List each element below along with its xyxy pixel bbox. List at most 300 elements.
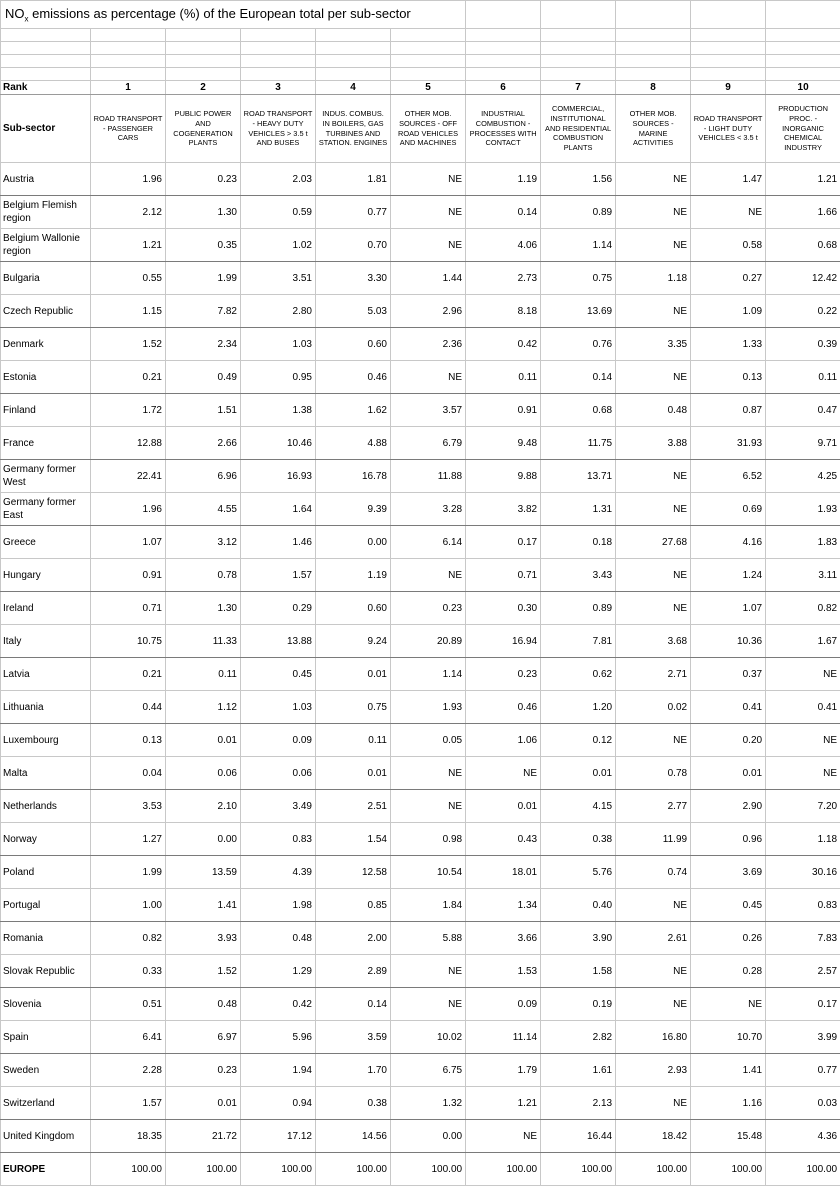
country-cell[interactable]: Estonia <box>1 361 91 394</box>
value-cell[interactable]: 5.76 <box>541 856 616 889</box>
value-cell[interactable]: 1.21 <box>766 163 840 196</box>
empty-cell[interactable] <box>316 29 391 42</box>
country-cell[interactable]: Hungary <box>1 559 91 592</box>
empty-cell[interactable] <box>166 42 241 55</box>
value-cell[interactable]: 0.46 <box>466 691 541 724</box>
value-cell[interactable]: 0.78 <box>166 559 241 592</box>
value-cell[interactable]: 1.57 <box>241 559 316 592</box>
value-cell[interactable]: 0.43 <box>466 823 541 856</box>
value-cell[interactable]: 1.03 <box>241 691 316 724</box>
country-cell[interactable]: Malta <box>1 757 91 790</box>
value-cell[interactable]: 0.03 <box>766 1087 840 1120</box>
rank-cell-4[interactable]: 4 <box>316 81 391 95</box>
value-cell[interactable]: NE <box>391 229 466 262</box>
value-cell[interactable]: 0.42 <box>466 328 541 361</box>
value-cell[interactable]: NE <box>766 757 840 790</box>
value-cell[interactable]: 0.11 <box>466 361 541 394</box>
rank-cell-3[interactable]: 3 <box>241 81 316 95</box>
value-cell[interactable]: 1.66 <box>766 196 840 229</box>
empty-cell[interactable] <box>166 55 241 68</box>
value-cell[interactable]: 7.83 <box>766 922 840 955</box>
value-cell[interactable]: 4.25 <box>766 460 840 493</box>
value-cell[interactable]: 0.41 <box>691 691 766 724</box>
value-cell[interactable]: 12.42 <box>766 262 840 295</box>
value-cell[interactable]: 0.95 <box>241 361 316 394</box>
value-cell[interactable]: NE <box>391 988 466 1021</box>
value-cell[interactable]: 1.94 <box>241 1054 316 1087</box>
value-cell[interactable]: 1.06 <box>466 724 541 757</box>
value-cell[interactable]: 0.33 <box>91 955 166 988</box>
country-cell[interactable]: Sweden <box>1 1054 91 1087</box>
subsector-label[interactable]: Sub-sector <box>1 95 91 163</box>
value-cell[interactable]: NE <box>391 361 466 394</box>
value-cell[interactable]: 0.22 <box>766 295 840 328</box>
value-cell[interactable]: 1.52 <box>91 328 166 361</box>
value-cell[interactable]: 12.88 <box>91 427 166 460</box>
value-cell[interactable]: 3.90 <box>541 922 616 955</box>
empty-cell[interactable] <box>691 55 766 68</box>
empty-cell[interactable] <box>1 55 91 68</box>
value-cell[interactable]: 2.10 <box>166 790 241 823</box>
value-cell[interactable]: 3.28 <box>391 493 466 526</box>
value-cell[interactable]: NE <box>391 196 466 229</box>
value-cell[interactable]: 1.20 <box>541 691 616 724</box>
value-cell[interactable]: 11.75 <box>541 427 616 460</box>
value-cell[interactable]: 9.88 <box>466 460 541 493</box>
value-cell[interactable]: NE <box>616 493 691 526</box>
empty-cell[interactable] <box>241 68 316 81</box>
value-cell[interactable]: 0.26 <box>691 922 766 955</box>
value-cell[interactable]: 1.61 <box>541 1054 616 1087</box>
value-cell[interactable]: 5.88 <box>391 922 466 955</box>
empty-cell[interactable] <box>766 1 840 29</box>
value-cell[interactable]: 16.44 <box>541 1120 616 1153</box>
value-cell[interactable]: 3.88 <box>616 427 691 460</box>
value-cell[interactable]: 1.99 <box>166 262 241 295</box>
value-cell[interactable]: 0.14 <box>541 361 616 394</box>
value-cell[interactable]: 1.41 <box>691 1054 766 1087</box>
empty-cell[interactable] <box>766 29 840 42</box>
value-cell[interactable]: 0.00 <box>166 823 241 856</box>
value-cell[interactable]: 2.51 <box>316 790 391 823</box>
value-cell[interactable]: 22.41 <box>91 460 166 493</box>
value-cell[interactable]: 0.20 <box>691 724 766 757</box>
value-cell[interactable]: 0.28 <box>691 955 766 988</box>
value-cell[interactable]: 0.82 <box>91 922 166 955</box>
value-cell[interactable]: 0.29 <box>241 592 316 625</box>
value-cell[interactable]: 0.77 <box>766 1054 840 1087</box>
value-cell[interactable]: 1.56 <box>541 163 616 196</box>
value-cell[interactable]: 18.01 <box>466 856 541 889</box>
value-cell[interactable]: 1.58 <box>541 955 616 988</box>
empty-cell[interactable] <box>691 29 766 42</box>
value-cell[interactable]: 0.94 <box>241 1087 316 1120</box>
value-cell[interactable]: NE <box>391 559 466 592</box>
value-cell[interactable]: 1.12 <box>166 691 241 724</box>
value-cell[interactable]: 1.09 <box>691 295 766 328</box>
empty-cell[interactable] <box>691 1 766 29</box>
value-cell[interactable]: NE <box>616 295 691 328</box>
empty-cell[interactable] <box>316 42 391 55</box>
value-cell[interactable]: 10.70 <box>691 1021 766 1054</box>
value-cell[interactable]: 2.57 <box>766 955 840 988</box>
value-cell[interactable]: 0.00 <box>391 1120 466 1153</box>
empty-cell[interactable] <box>1 42 91 55</box>
value-cell[interactable]: 1.30 <box>166 196 241 229</box>
value-cell[interactable]: 3.69 <box>691 856 766 889</box>
value-cell[interactable]: 0.87 <box>691 394 766 427</box>
value-cell[interactable]: 8.18 <box>466 295 541 328</box>
rank-cell-6[interactable]: 6 <box>466 81 541 95</box>
value-cell[interactable]: 1.33 <box>691 328 766 361</box>
value-cell[interactable]: NE <box>616 955 691 988</box>
country-cell[interactable]: Italy <box>1 625 91 658</box>
value-cell[interactable]: 1.72 <box>91 394 166 427</box>
empty-cell[interactable] <box>91 55 166 68</box>
value-cell[interactable]: 100.00 <box>241 1153 316 1186</box>
value-cell[interactable]: 0.13 <box>691 361 766 394</box>
value-cell[interactable]: 6.97 <box>166 1021 241 1054</box>
value-cell[interactable]: 1.00 <box>91 889 166 922</box>
value-cell[interactable]: 13.69 <box>541 295 616 328</box>
value-cell[interactable]: 1.18 <box>616 262 691 295</box>
value-cell[interactable]: 1.67 <box>766 625 840 658</box>
value-cell[interactable]: 1.21 <box>466 1087 541 1120</box>
subsector-header-1[interactable]: ROAD TRANSPORT - PASSENGER CARS <box>91 95 166 163</box>
value-cell[interactable]: 1.29 <box>241 955 316 988</box>
country-cell[interactable]: Denmark <box>1 328 91 361</box>
subsector-header-8[interactable]: OTHER MOB. SOURCES - MARINE ACTIVITIES <box>616 95 691 163</box>
sheet-title[interactable] <box>1 1 466 29</box>
value-cell[interactable]: 0.77 <box>316 196 391 229</box>
value-cell[interactable]: 0.96 <box>691 823 766 856</box>
value-cell[interactable]: 2.71 <box>616 658 691 691</box>
value-cell[interactable]: 9.39 <box>316 493 391 526</box>
value-cell[interactable]: 0.89 <box>541 196 616 229</box>
empty-cell[interactable] <box>616 55 691 68</box>
value-cell[interactable]: 0.01 <box>691 757 766 790</box>
value-cell[interactable]: 0.27 <box>691 262 766 295</box>
value-cell[interactable]: NE <box>616 460 691 493</box>
value-cell[interactable]: 6.41 <box>91 1021 166 1054</box>
value-cell[interactable]: 3.49 <box>241 790 316 823</box>
country-cell[interactable]: Slovak Republic <box>1 955 91 988</box>
value-cell[interactable]: 0.23 <box>166 163 241 196</box>
value-cell[interactable]: 18.35 <box>91 1120 166 1153</box>
value-cell[interactable]: 2.34 <box>166 328 241 361</box>
value-cell[interactable]: 1.07 <box>691 592 766 625</box>
value-cell[interactable]: 6.96 <box>166 460 241 493</box>
value-cell[interactable]: 12.58 <box>316 856 391 889</box>
value-cell[interactable]: 1.21 <box>91 229 166 262</box>
value-cell[interactable]: 0.37 <box>691 658 766 691</box>
value-cell[interactable]: 7.82 <box>166 295 241 328</box>
value-cell[interactable]: 1.30 <box>166 592 241 625</box>
value-cell[interactable]: 0.23 <box>466 658 541 691</box>
value-cell[interactable]: 1.79 <box>466 1054 541 1087</box>
value-cell[interactable]: 0.38 <box>541 823 616 856</box>
value-cell[interactable]: 0.91 <box>466 394 541 427</box>
country-cell[interactable]: Poland <box>1 856 91 889</box>
value-cell[interactable]: 0.40 <box>541 889 616 922</box>
value-cell[interactable]: 0.38 <box>316 1087 391 1120</box>
value-cell[interactable]: 0.45 <box>241 658 316 691</box>
value-cell[interactable]: 4.39 <box>241 856 316 889</box>
empty-cell[interactable] <box>541 1 616 29</box>
value-cell[interactable]: 2.36 <box>391 328 466 361</box>
empty-cell[interactable] <box>1 29 91 42</box>
value-cell[interactable]: 0.74 <box>616 856 691 889</box>
value-cell[interactable]: 0.12 <box>541 724 616 757</box>
value-cell[interactable]: 0.09 <box>466 988 541 1021</box>
value-cell[interactable]: 2.00 <box>316 922 391 955</box>
empty-cell[interactable] <box>1 68 91 81</box>
value-cell[interactable]: 1.15 <box>91 295 166 328</box>
value-cell[interactable]: 1.32 <box>391 1087 466 1120</box>
value-cell[interactable]: 0.70 <box>316 229 391 262</box>
value-cell[interactable]: 0.19 <box>541 988 616 1021</box>
value-cell[interactable]: 0.48 <box>166 988 241 1021</box>
value-cell[interactable]: 17.12 <box>241 1120 316 1153</box>
country-cell[interactable]: Germany former East <box>1 493 91 526</box>
value-cell[interactable]: 1.47 <box>691 163 766 196</box>
subsector-header-9[interactable]: ROAD TRANSPORT - LIGHT DUTY VEHICLES < 3.5 t <box>691 95 766 163</box>
subsector-header-5[interactable]: OTHER MOB. SOURCES - OFF ROAD VEHICLES AND MACHINES <box>391 95 466 163</box>
value-cell[interactable]: 2.28 <box>91 1054 166 1087</box>
value-cell[interactable]: 0.69 <box>691 493 766 526</box>
empty-cell[interactable] <box>241 42 316 55</box>
value-cell[interactable]: NE <box>616 988 691 1021</box>
value-cell[interactable]: 0.60 <box>316 592 391 625</box>
value-cell[interactable]: 30.16 <box>766 856 840 889</box>
value-cell[interactable]: 1.57 <box>91 1087 166 1120</box>
country-cell[interactable]: Czech Republic <box>1 295 91 328</box>
value-cell[interactable]: 4.55 <box>166 493 241 526</box>
value-cell[interactable]: 1.53 <box>466 955 541 988</box>
value-cell[interactable]: 4.16 <box>691 526 766 559</box>
value-cell[interactable]: 1.70 <box>316 1054 391 1087</box>
value-cell[interactable]: 13.59 <box>166 856 241 889</box>
value-cell[interactable]: 3.82 <box>466 493 541 526</box>
empty-cell[interactable] <box>316 68 391 81</box>
value-cell[interactable]: NE <box>391 757 466 790</box>
value-cell[interactable]: 0.60 <box>316 328 391 361</box>
value-cell[interactable]: 14.56 <box>316 1120 391 1153</box>
value-cell[interactable]: 1.81 <box>316 163 391 196</box>
value-cell[interactable]: 100.00 <box>91 1153 166 1186</box>
value-cell[interactable]: 0.30 <box>466 592 541 625</box>
value-cell[interactable]: 0.75 <box>541 262 616 295</box>
value-cell[interactable]: 1.24 <box>691 559 766 592</box>
value-cell[interactable]: 10.46 <box>241 427 316 460</box>
value-cell[interactable]: 3.51 <box>241 262 316 295</box>
rank-cell-7[interactable]: 7 <box>541 81 616 95</box>
empty-cell[interactable] <box>541 68 616 81</box>
value-cell[interactable]: NE <box>466 757 541 790</box>
value-cell[interactable]: 3.93 <box>166 922 241 955</box>
value-cell[interactable]: 2.96 <box>391 295 466 328</box>
value-cell[interactable]: 11.99 <box>616 823 691 856</box>
value-cell[interactable]: 2.93 <box>616 1054 691 1087</box>
value-cell[interactable]: 7.20 <box>766 790 840 823</box>
value-cell[interactable]: 0.01 <box>316 757 391 790</box>
value-cell[interactable]: 3.99 <box>766 1021 840 1054</box>
value-cell[interactable]: 0.71 <box>466 559 541 592</box>
value-cell[interactable]: 0.35 <box>166 229 241 262</box>
value-cell[interactable]: 0.18 <box>541 526 616 559</box>
value-cell[interactable]: 4.88 <box>316 427 391 460</box>
value-cell[interactable]: 9.24 <box>316 625 391 658</box>
value-cell[interactable]: 3.59 <box>316 1021 391 1054</box>
empty-cell[interactable] <box>766 68 840 81</box>
value-cell[interactable]: 0.89 <box>541 592 616 625</box>
value-cell[interactable]: 0.91 <box>91 559 166 592</box>
value-cell[interactable]: 0.01 <box>541 757 616 790</box>
subsector-header-6[interactable]: INDUSTRIAL COMBUSTION - PROCESSES WITH CONTACT <box>466 95 541 163</box>
value-cell[interactable]: 15.48 <box>691 1120 766 1153</box>
value-cell[interactable]: 0.23 <box>166 1054 241 1087</box>
empty-cell[interactable] <box>391 68 466 81</box>
value-cell[interactable]: 1.14 <box>541 229 616 262</box>
empty-cell[interactable] <box>541 42 616 55</box>
value-cell[interactable]: 0.21 <box>91 658 166 691</box>
value-cell[interactable]: 4.36 <box>766 1120 840 1153</box>
value-cell[interactable]: 0.17 <box>766 988 840 1021</box>
rank-cell-9[interactable]: 9 <box>691 81 766 95</box>
value-cell[interactable]: 2.13 <box>541 1087 616 1120</box>
value-cell[interactable]: 0.82 <box>766 592 840 625</box>
value-cell[interactable]: NE <box>616 1087 691 1120</box>
value-cell[interactable]: 4.06 <box>466 229 541 262</box>
value-cell[interactable]: 1.16 <box>691 1087 766 1120</box>
empty-cell[interactable] <box>616 29 691 42</box>
value-cell[interactable]: 1.07 <box>91 526 166 559</box>
empty-cell[interactable] <box>166 68 241 81</box>
value-cell[interactable]: 0.45 <box>691 889 766 922</box>
empty-cell[interactable] <box>766 42 840 55</box>
value-cell[interactable]: 3.43 <box>541 559 616 592</box>
country-cell[interactable]: Austria <box>1 163 91 196</box>
empty-cell[interactable] <box>391 29 466 42</box>
value-cell[interactable]: 0.06 <box>166 757 241 790</box>
value-cell[interactable]: 2.82 <box>541 1021 616 1054</box>
value-cell[interactable]: 2.90 <box>691 790 766 823</box>
country-cell[interactable]: Slovenia <box>1 988 91 1021</box>
value-cell[interactable]: 1.19 <box>466 163 541 196</box>
value-cell[interactable]: 3.30 <box>316 262 391 295</box>
value-cell[interactable]: 2.66 <box>166 427 241 460</box>
empty-cell[interactable] <box>316 55 391 68</box>
value-cell[interactable]: 0.11 <box>166 658 241 691</box>
value-cell[interactable]: NE <box>391 163 466 196</box>
rank-cell-8[interactable]: 8 <box>616 81 691 95</box>
country-cell[interactable]: Germany former West <box>1 460 91 493</box>
value-cell[interactable]: 1.96 <box>91 493 166 526</box>
value-cell[interactable]: 1.31 <box>541 493 616 526</box>
value-cell[interactable]: 11.88 <box>391 460 466 493</box>
value-cell[interactable]: 16.80 <box>616 1021 691 1054</box>
value-cell[interactable]: 1.84 <box>391 889 466 922</box>
value-cell[interactable]: 27.68 <box>616 526 691 559</box>
empty-cell[interactable] <box>91 68 166 81</box>
rank-label[interactable]: Rank <box>1 81 91 95</box>
value-cell[interactable]: NE <box>391 790 466 823</box>
value-cell[interactable]: 18.42 <box>616 1120 691 1153</box>
empty-cell[interactable] <box>691 42 766 55</box>
empty-cell[interactable] <box>691 68 766 81</box>
value-cell[interactable]: 4.15 <box>541 790 616 823</box>
rank-cell-10[interactable]: 10 <box>766 81 840 95</box>
value-cell[interactable]: 0.47 <box>766 394 840 427</box>
country-cell[interactable]: Norway <box>1 823 91 856</box>
value-cell[interactable]: 0.49 <box>166 361 241 394</box>
value-cell[interactable]: 1.54 <box>316 823 391 856</box>
value-cell[interactable]: 10.54 <box>391 856 466 889</box>
value-cell[interactable]: 0.01 <box>166 724 241 757</box>
empty-cell[interactable] <box>466 68 541 81</box>
country-cell[interactable]: Finland <box>1 394 91 427</box>
value-cell[interactable]: 0.01 <box>316 658 391 691</box>
country-cell[interactable]: Spain <box>1 1021 91 1054</box>
value-cell[interactable]: NE <box>616 559 691 592</box>
country-cell[interactable]: United Kingdom <box>1 1120 91 1153</box>
value-cell[interactable]: 1.93 <box>391 691 466 724</box>
empty-cell[interactable] <box>241 55 316 68</box>
empty-cell[interactable] <box>166 29 241 42</box>
empty-cell[interactable] <box>766 55 840 68</box>
value-cell[interactable]: NE <box>616 196 691 229</box>
subsector-header-7[interactable]: COMMERCIAL, INSTITUTIONAL AND RESIDENTIAL COMBUSTION PLANTS <box>541 95 616 163</box>
value-cell[interactable]: 10.36 <box>691 625 766 658</box>
value-cell[interactable]: 13.71 <box>541 460 616 493</box>
value-cell[interactable]: 3.11 <box>766 559 840 592</box>
value-cell[interactable]: 0.17 <box>466 526 541 559</box>
value-cell[interactable]: 11.33 <box>166 625 241 658</box>
value-cell[interactable]: 0.85 <box>316 889 391 922</box>
country-cell[interactable]: Netherlands <box>1 790 91 823</box>
value-cell[interactable]: 0.00 <box>316 526 391 559</box>
value-cell[interactable]: 0.13 <box>91 724 166 757</box>
value-cell[interactable]: NE <box>616 889 691 922</box>
value-cell[interactable]: 0.01 <box>466 790 541 823</box>
empty-cell[interactable] <box>391 55 466 68</box>
value-cell[interactable]: 10.75 <box>91 625 166 658</box>
empty-cell[interactable] <box>466 1 541 29</box>
value-cell[interactable]: 1.51 <box>166 394 241 427</box>
value-cell[interactable]: 100.00 <box>691 1153 766 1186</box>
country-cell[interactable]: Portugal <box>1 889 91 922</box>
value-cell[interactable]: 6.14 <box>391 526 466 559</box>
country-cell[interactable]: France <box>1 427 91 460</box>
value-cell[interactable]: 0.48 <box>241 922 316 955</box>
value-cell[interactable]: NE <box>391 955 466 988</box>
value-cell[interactable]: 16.93 <box>241 460 316 493</box>
value-cell[interactable]: 1.46 <box>241 526 316 559</box>
value-cell[interactable]: 16.94 <box>466 625 541 658</box>
value-cell[interactable]: 0.71 <box>91 592 166 625</box>
value-cell[interactable]: 0.68 <box>766 229 840 262</box>
value-cell[interactable]: 100.00 <box>166 1153 241 1186</box>
value-cell[interactable]: 1.38 <box>241 394 316 427</box>
value-cell[interactable]: 0.58 <box>691 229 766 262</box>
value-cell[interactable]: 0.51 <box>91 988 166 1021</box>
subsector-header-4[interactable]: INDUS. COMBUS. IN BOILERS, GAS TURBINES AND STATION. ENGINES <box>316 95 391 163</box>
value-cell[interactable]: 9.48 <box>466 427 541 460</box>
empty-cell[interactable] <box>466 29 541 42</box>
value-cell[interactable]: 0.78 <box>616 757 691 790</box>
value-cell[interactable]: 1.02 <box>241 229 316 262</box>
value-cell[interactable]: 0.02 <box>616 691 691 724</box>
